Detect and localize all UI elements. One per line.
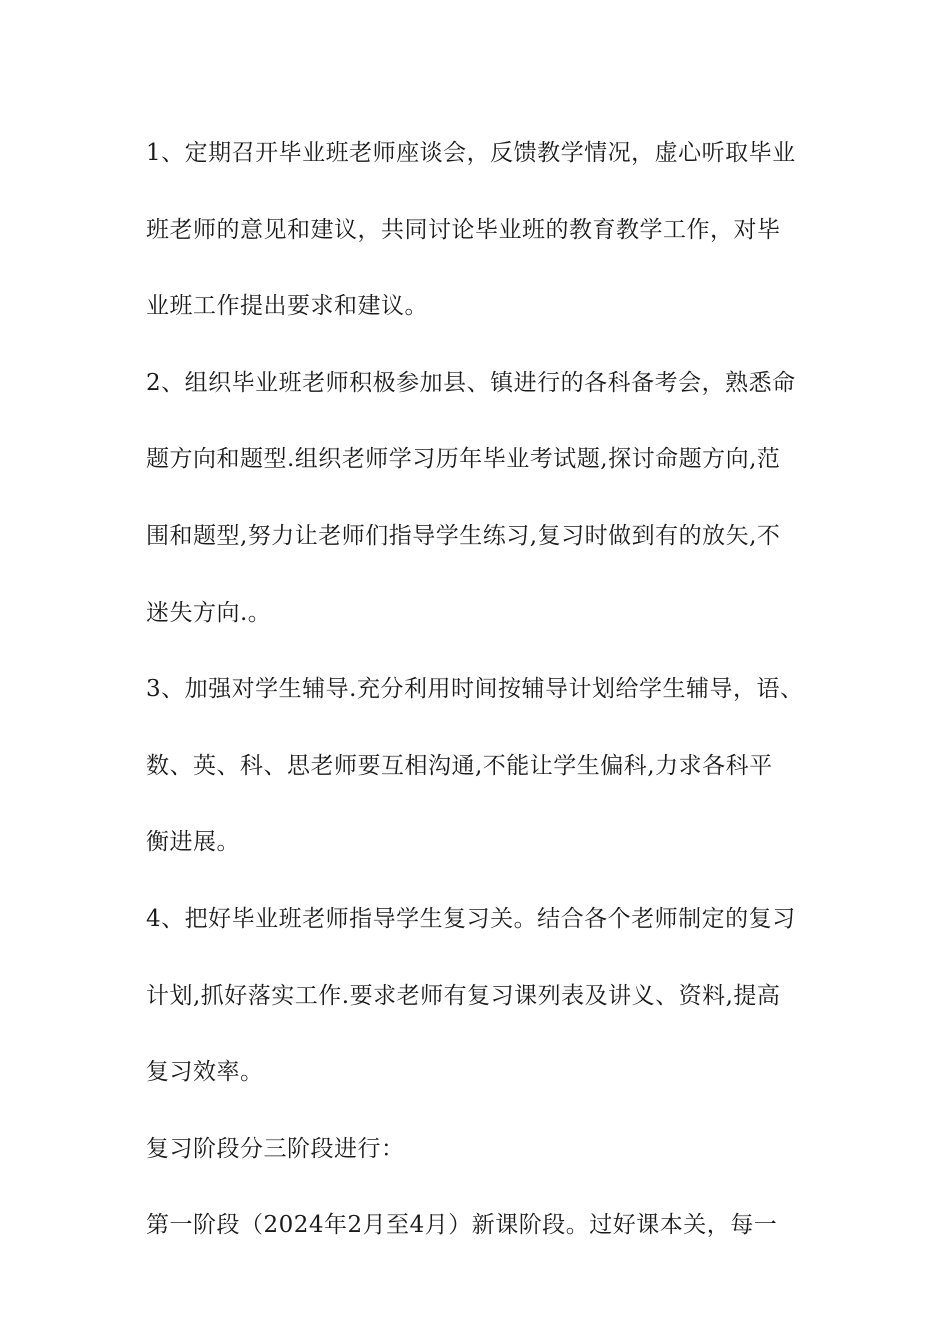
- text-line: 数、英、科、思老师要互相沟通,不能让学生偏科,力求各科平: [146, 752, 773, 779]
- text-line: 衡进展。: [146, 829, 240, 856]
- text-line: 2、组织毕业班老师积极参加县、镇进行的各科备考会，熟悉命: [146, 369, 796, 396]
- text-line: 业班工作提出要求和建议。: [146, 293, 428, 320]
- document-body: [146, 136, 836, 1285]
- text-line: 计划,抓好落实工作.要求老师有复习课列表及讲义、资料,提高: [146, 982, 781, 1009]
- text-line: 第一阶段（2024年2月至4月）新课阶段。过好课本关，每一: [146, 1212, 778, 1239]
- text-line: 1、定期召开毕业班老师座谈会，反馈教学情况，虚心听取毕业: [146, 140, 796, 166]
- text-line: 班老师的意见和建议，共同讨论毕业班的教育教学工作，对毕: [146, 216, 781, 243]
- text-line: 围和题型,努力让老师们指导学生练习,复习时做到有的放矢,不: [146, 522, 781, 549]
- text-line: 题方向和题型.组织老师学习历年毕业考试题,探讨命题方向,范: [146, 446, 781, 473]
- text-line: 3、加强对学生辅导.充分利用时间按辅导计划给学生辅导，语、: [146, 676, 804, 703]
- text-line: 4、把好毕业班老师指导学生复习关。结合各个老师制定的复习: [146, 905, 796, 932]
- text-line: 迷失方向.。: [146, 599, 272, 626]
- text-line: 复习效率。: [146, 1059, 264, 1086]
- text-line: 复习阶段分三阶段进行：: [146, 1135, 405, 1162]
